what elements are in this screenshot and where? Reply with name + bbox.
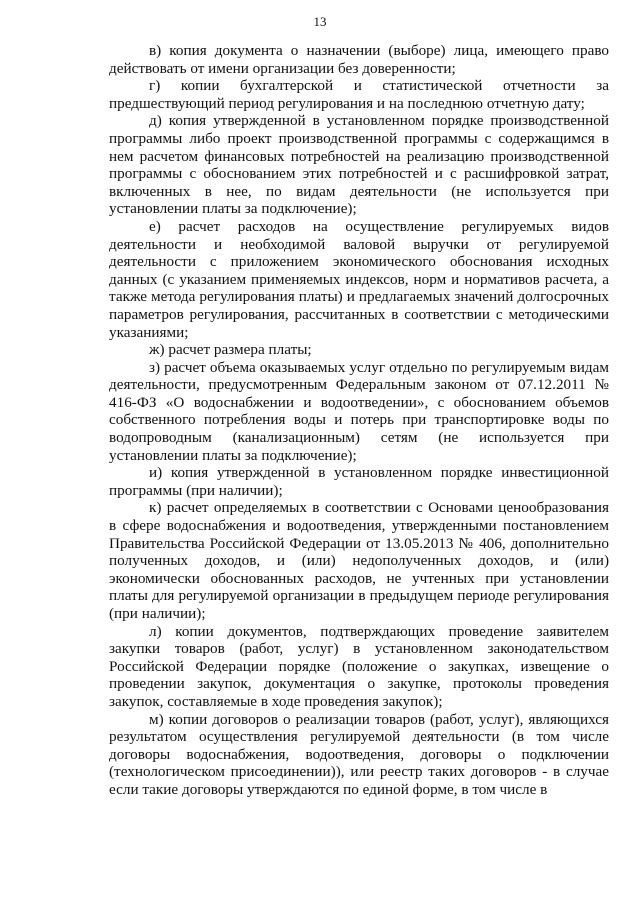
paragraph-zh: ж) расчет размера платы; bbox=[149, 341, 312, 359]
page-number: 13 bbox=[313, 14, 327, 29]
paragraph-g: г) копии бухгалтерской и статистической отчетности за предшествующий период регулирования и на последнюю отчетную дату; bbox=[109, 77, 609, 112]
paragraph-k: к) расчет определяемых в соответствии с Основами ценообразования в сфере водоснабжения и водоотведения, утвержденными постановлением Правительства Российской Федерации от 13.05.2013 № 406, дополнительно полученных доходов, и (или) недополученных доходов, и (или) экономически обоснованных расходов, не учтенных при установлении платы для регулируемой организации в предыдущем периоде регулирования (при наличии); bbox=[109, 499, 609, 622]
paragraph-m: м) копии договоров о реализации товаров (работ, услуг), являющихся результатом осуществления регулируемой деятельности (в том числе договоры водоснабжения, водоотведения, договоры о подключении (технологическом присоединении)), или реестр таких договоров - в случае если такие договоры утверждаются по единой форме, в том числе в bbox=[109, 710, 609, 798]
paragraph-e: е) расчет расходов на осуществление регулируемых видов деятельности и необходимой валовой выручки от регулируемой деятельности с приложением экономического обоснования исходных данных (с указанием применяемых индексов, норм и нормативов расчета, а также метода регулирования платы) и предлагаемых значений долгосрочных параметров регулирования, рассчитанных в соответствии с методическими указаниями; bbox=[109, 217, 609, 341]
paragraph-v: в) копия документа о назначении (выборе) лица, имеющего право действовать от имени организации без доверенности; bbox=[109, 42, 609, 77]
paragraph-d: д) копия утвержденной в установленном порядке производственной программы либо проект производственной программы с содержащимся в нем расчетом финансовых потребностей на реализацию производственной программы с обоснованием этих потребностей и с расшифровкой затрат, включенных в нее, по видам деятельности (не используется при установлении платы за подключение); bbox=[109, 112, 609, 218]
document-body bbox=[109, 42, 609, 799]
paragraph-z: з) расчет объема оказываемых услуг отдельно по регулируемым видам деятельности, предусмотренным Федеральным законом от 07.12.2011 № 416-ФЗ «О водоснабжении и водоотведении», с обоснованием объемов собственного потребления воды и потерь при транспортировке воды по водопроводным (канализационным) сетям (не используется при установлении платы за подключение); bbox=[109, 358, 609, 464]
paragraph-l: л) копии документов, подтверждающих проведение заявителем закупки товаров (работ, услуг) в установленном законодательством Российской Федерации порядке (положение о закупках, извещение о проведении закупок, документация о закупке, протоколы проведения закупок, составляемые в ходе проведения закупок); bbox=[109, 622, 609, 710]
paragraph-i: и) копия утвержденной в установленном порядке инвестиционной программы (при наличии); bbox=[109, 464, 609, 499]
